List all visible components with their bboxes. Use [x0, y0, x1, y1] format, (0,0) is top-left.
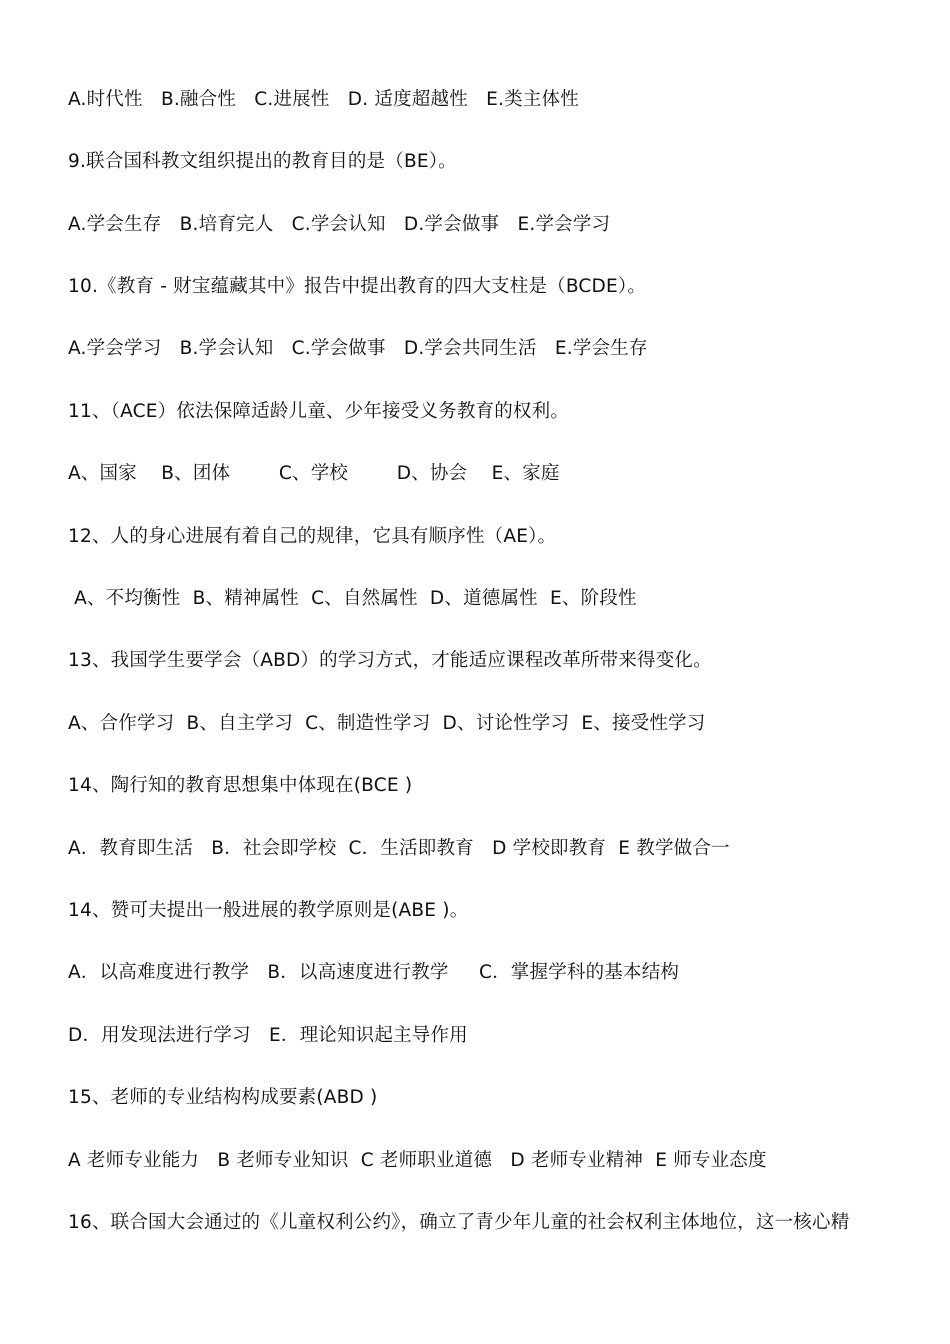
question-10: 10.《教育 - 财宝蕴藏其中》报告中提出教育的四大支柱是（BCDE）。 — [68, 276, 647, 297]
question-16: 16、联合国大会通过的《儿童权利公约》，确立了青少年儿童的社会权利主体地位，这一核心精 — [68, 1212, 850, 1233]
question-15: 15、老师的专业结构构成要素(ABD ) — [68, 1087, 378, 1108]
option-line-13: A、合作学习 B、自主学习 C、制造性学习 D、讨论性学习 E、接受性学习 — [68, 713, 706, 734]
question-9: 9.联合国科教文组织提出的教育目的是（BE）。 — [68, 151, 457, 172]
question-14b: 14、赞可夫提出一般进展的教学原则是(ABE )。 — [68, 900, 469, 921]
question-14a: 14、陶行知的教育思想集中体现在(BCE ) — [68, 775, 413, 796]
question-11: 11、（ACE）依法保障适龄儿童、少年接受义务教育的权利。 — [68, 401, 570, 422]
option-line-9: A.学会生存 B.培育完人 C.学会认知 D.学会做事 E.学会学习 — [68, 214, 611, 235]
option-line-14a: A．教育即生活 B．社会即学校 C．生活即教育 D 学校即教育 E 教学做合一 — [68, 838, 730, 859]
option-line-15: A 老师专业能力 B 老师专业知识 C 老师职业道德 D 老师专业精神 E 师专业态度 — [68, 1150, 767, 1171]
option-line-11: A、国家 B、团体 C、学校 D、协会 E、家庭 — [68, 463, 560, 484]
option-line-8: A.时代性 B.融合性 C.进展性 D. 适度超越性 E.类主体性 — [68, 89, 579, 110]
question-13: 13、我国学生要学会（ABD）的学习方式，才能适应课程改革所带来得变化。 — [68, 650, 712, 671]
option-line-10: A.学会学习 B.学会认知 C.学会做事 D.学会共同生活 E.学会生存 — [68, 338, 648, 359]
question-12: 12、人的身心进展有着自己的规律，它具有顺序性（AE）。 — [68, 526, 557, 547]
option-line-12: A、不均衡性 B、精神属性 C、自然属性 D、道德属性 E、阶段性 — [68, 588, 637, 609]
option-line-14b-1: A．以高难度进行教学 B．以高速度进行教学 C．掌握学科的基本结构 — [68, 962, 680, 983]
option-line-14b-2: D．用发现法进行学习 E．理论知识起主导作用 — [68, 1025, 468, 1046]
